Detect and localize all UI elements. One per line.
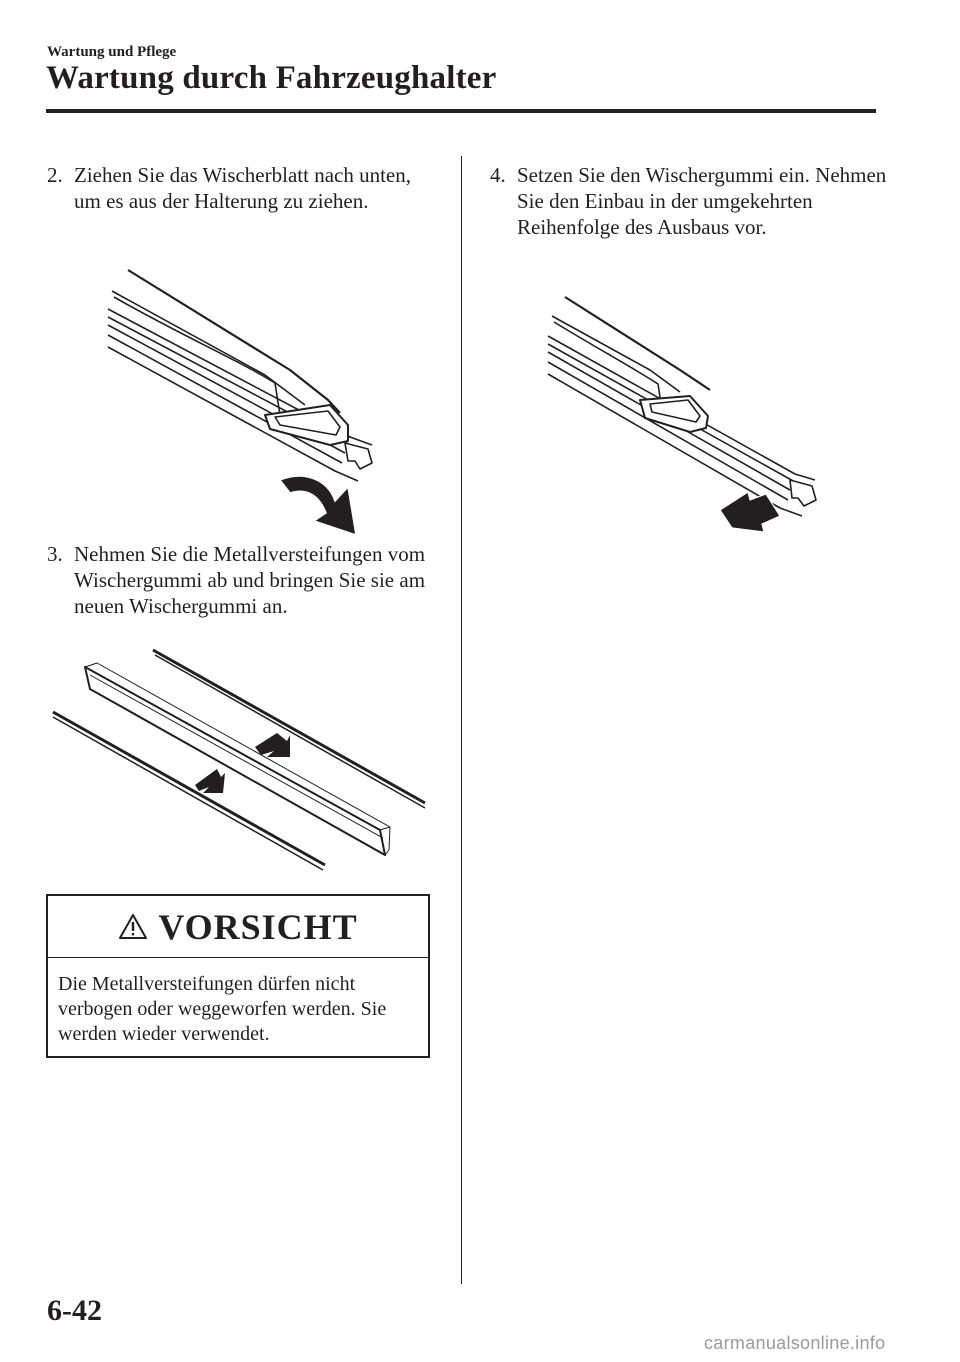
source-watermark: carmanualsonline.info — [704, 1333, 886, 1353]
step-text: Setzen Sie den Wischergummi ein. Nehmen Sie den Einbau in der umgekehrten Reihenfolge des Ausbaus vor. — [517, 163, 887, 239]
wiper-insert-illustration — [540, 292, 830, 542]
column-divider — [461, 156, 462, 1284]
step-text: Ziehen Sie das Wischerblatt nach unten, um es aus der Halterung zu ziehen. — [74, 163, 411, 213]
wiper-pull-illustration — [100, 265, 390, 535]
stiffener-illustration — [45, 645, 435, 875]
step-2 — [47, 162, 427, 214]
header-divider — [46, 109, 876, 113]
step-number: 3. — [47, 542, 63, 566]
step-number: 2. — [47, 163, 63, 187]
page-number: 6-42 — [47, 1294, 102, 1327]
page-title: Wartung durch Fahrzeughalter — [46, 60, 497, 96]
caution-title: VORSICHT — [158, 906, 358, 947]
step-text: Nehmen Sie die Metallversteifungen vom Wischergummi ab und bringen Sie sie am neuen Wischergummi an. — [74, 542, 426, 618]
section-label: Wartung und Pflege — [47, 44, 177, 60]
caution-box — [46, 894, 430, 1058]
step-number: 4. — [490, 163, 506, 187]
step-3 — [47, 541, 447, 619]
caution-text: Die Metallversteifungen dürfen nicht verbogen oder weggeworfen werden. Sie werden wieder verwendet. — [58, 973, 387, 1045]
step-4 — [490, 162, 890, 240]
caution-header — [48, 896, 428, 958]
warning-triangle-icon — [118, 913, 148, 940]
